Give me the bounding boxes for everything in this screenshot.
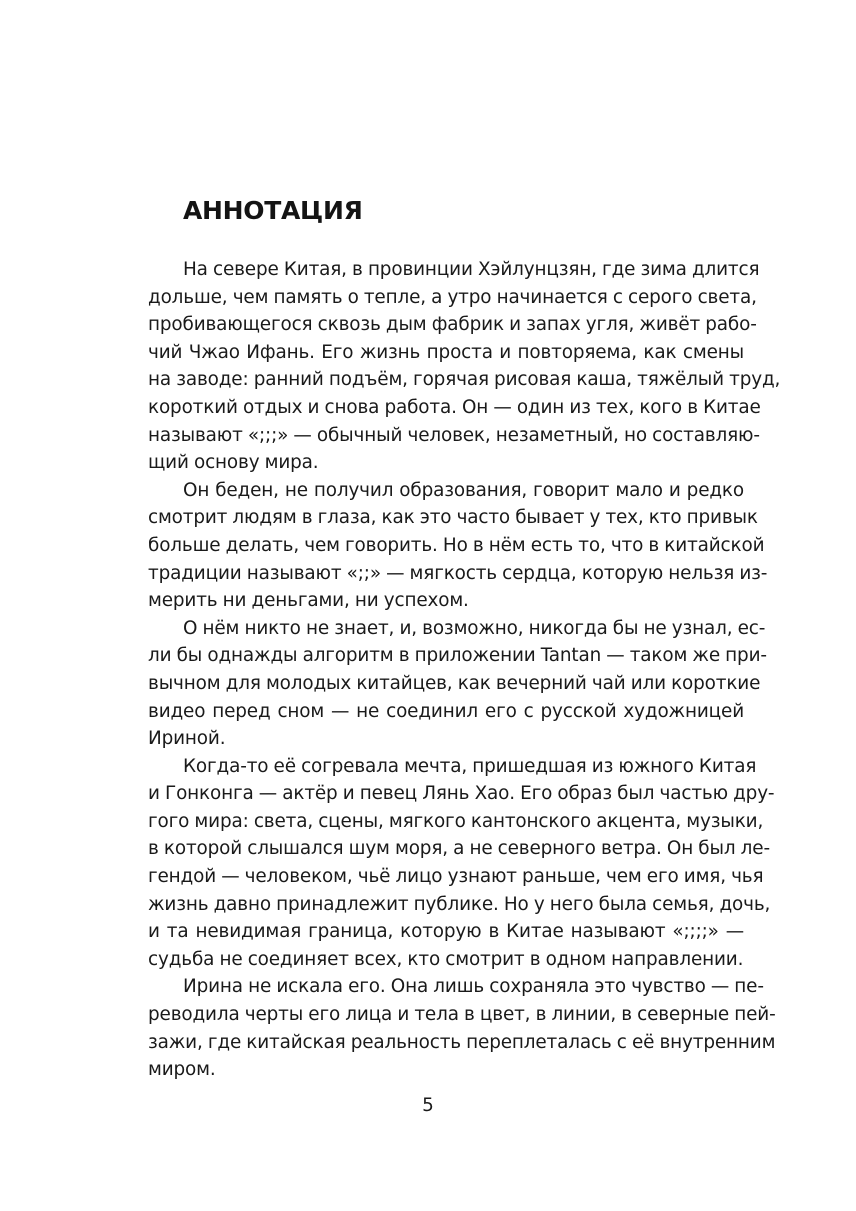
text-line: На севере Китая, в провинции Хэйлунцзян, где зима длится [183, 259, 760, 280]
text-line: реводила черты его лица и тела в цвет, в линии, в северные пей- [148, 1004, 776, 1026]
text-line: миром. [148, 1059, 216, 1081]
paragraph [148, 753, 775, 974]
text-line: О нём никто не знает, и, возможно, никогда бы не узнал, ес- [183, 617, 766, 639]
text-line: мерить ни деньгами, ни успехом. [148, 590, 469, 612]
page-number: 5 [422, 1095, 434, 1116]
text-line: называют «;;;» — обычный человек, незаметный, но составляю- [148, 424, 760, 446]
text-line: больше делать, чем говорить. Но в нём есть то, что в китайской [148, 534, 765, 556]
text-line: смотрит людям в глаза, как это часто бывает у тех, кто привык [148, 507, 758, 529]
text-line: Ириной. [148, 728, 226, 750]
text-line: и та невидимая граница, которую в Китае называют «;;;;» — [148, 921, 744, 943]
annotation-text [148, 256, 781, 1084]
paragraph [148, 615, 767, 753]
page-title: АННОТАЦИЯ [183, 196, 363, 225]
text-line: на заводе: ранний подъём, горячая рисовая каша, тяжёлый труд, [148, 369, 781, 391]
text-line: вычном для молодых китайцев, как вечерний чай или короткие [148, 672, 761, 694]
paragraph [148, 477, 768, 615]
text-line: зажи, где китайская реальность переплеталась с её внутренним [148, 1031, 776, 1053]
text-line: и Гонконга — актёр и певец Лянь Хао. Его образ был частью дру- [148, 783, 775, 805]
text-line: традиции называют «;;» — мягкость сердца, которую нельзя из- [148, 562, 768, 584]
text-line: Он беден, не получил образования, говорит мало и редко [183, 479, 744, 501]
text-line: гого мира: света, сцены, мягкого кантонского акцента, музыки, [148, 810, 764, 832]
text-line: видео перед сном — не соединил его с русской художницей [148, 700, 744, 722]
text-line: пробивающегося сквозь дым фабрик и запах угля, живёт рабо- [148, 314, 757, 336]
text-line: судьба не соединяет всех, кто смотрит в одном направлении. [148, 948, 744, 970]
text-line: щий основу мира. [148, 452, 319, 474]
paragraph [148, 973, 776, 1083]
text-line: ли бы однажды алгоритм в приложении Tantan — таком же при- [148, 645, 767, 667]
text-line: дольше, чем память о тепле, а утро начинается с серого света, [148, 286, 757, 308]
paragraph [148, 256, 781, 477]
text-line: короткий отдых и снова работа. Он — один из тех, кого в Китае [148, 396, 761, 418]
text-line: гендой — человеком, чьё лицо узнают раньше, чем его имя, чья [148, 866, 764, 888]
text-line: чий Чжао Ифань. Его жизнь проста и повторяема, как смены [148, 341, 744, 363]
text-line: Ирина не искала его. Она лишь сохраняла это чувство — пе- [183, 976, 764, 998]
text-line: Когда-то её согревала мечта, пришедшая из южного Китая [183, 755, 757, 777]
text-line: в которой слышался шум моря, а не северного ветра. Он был ле- [148, 838, 770, 860]
text-line: жизнь давно принадлежит публике. Но у него была семья, дочь, [148, 893, 771, 915]
